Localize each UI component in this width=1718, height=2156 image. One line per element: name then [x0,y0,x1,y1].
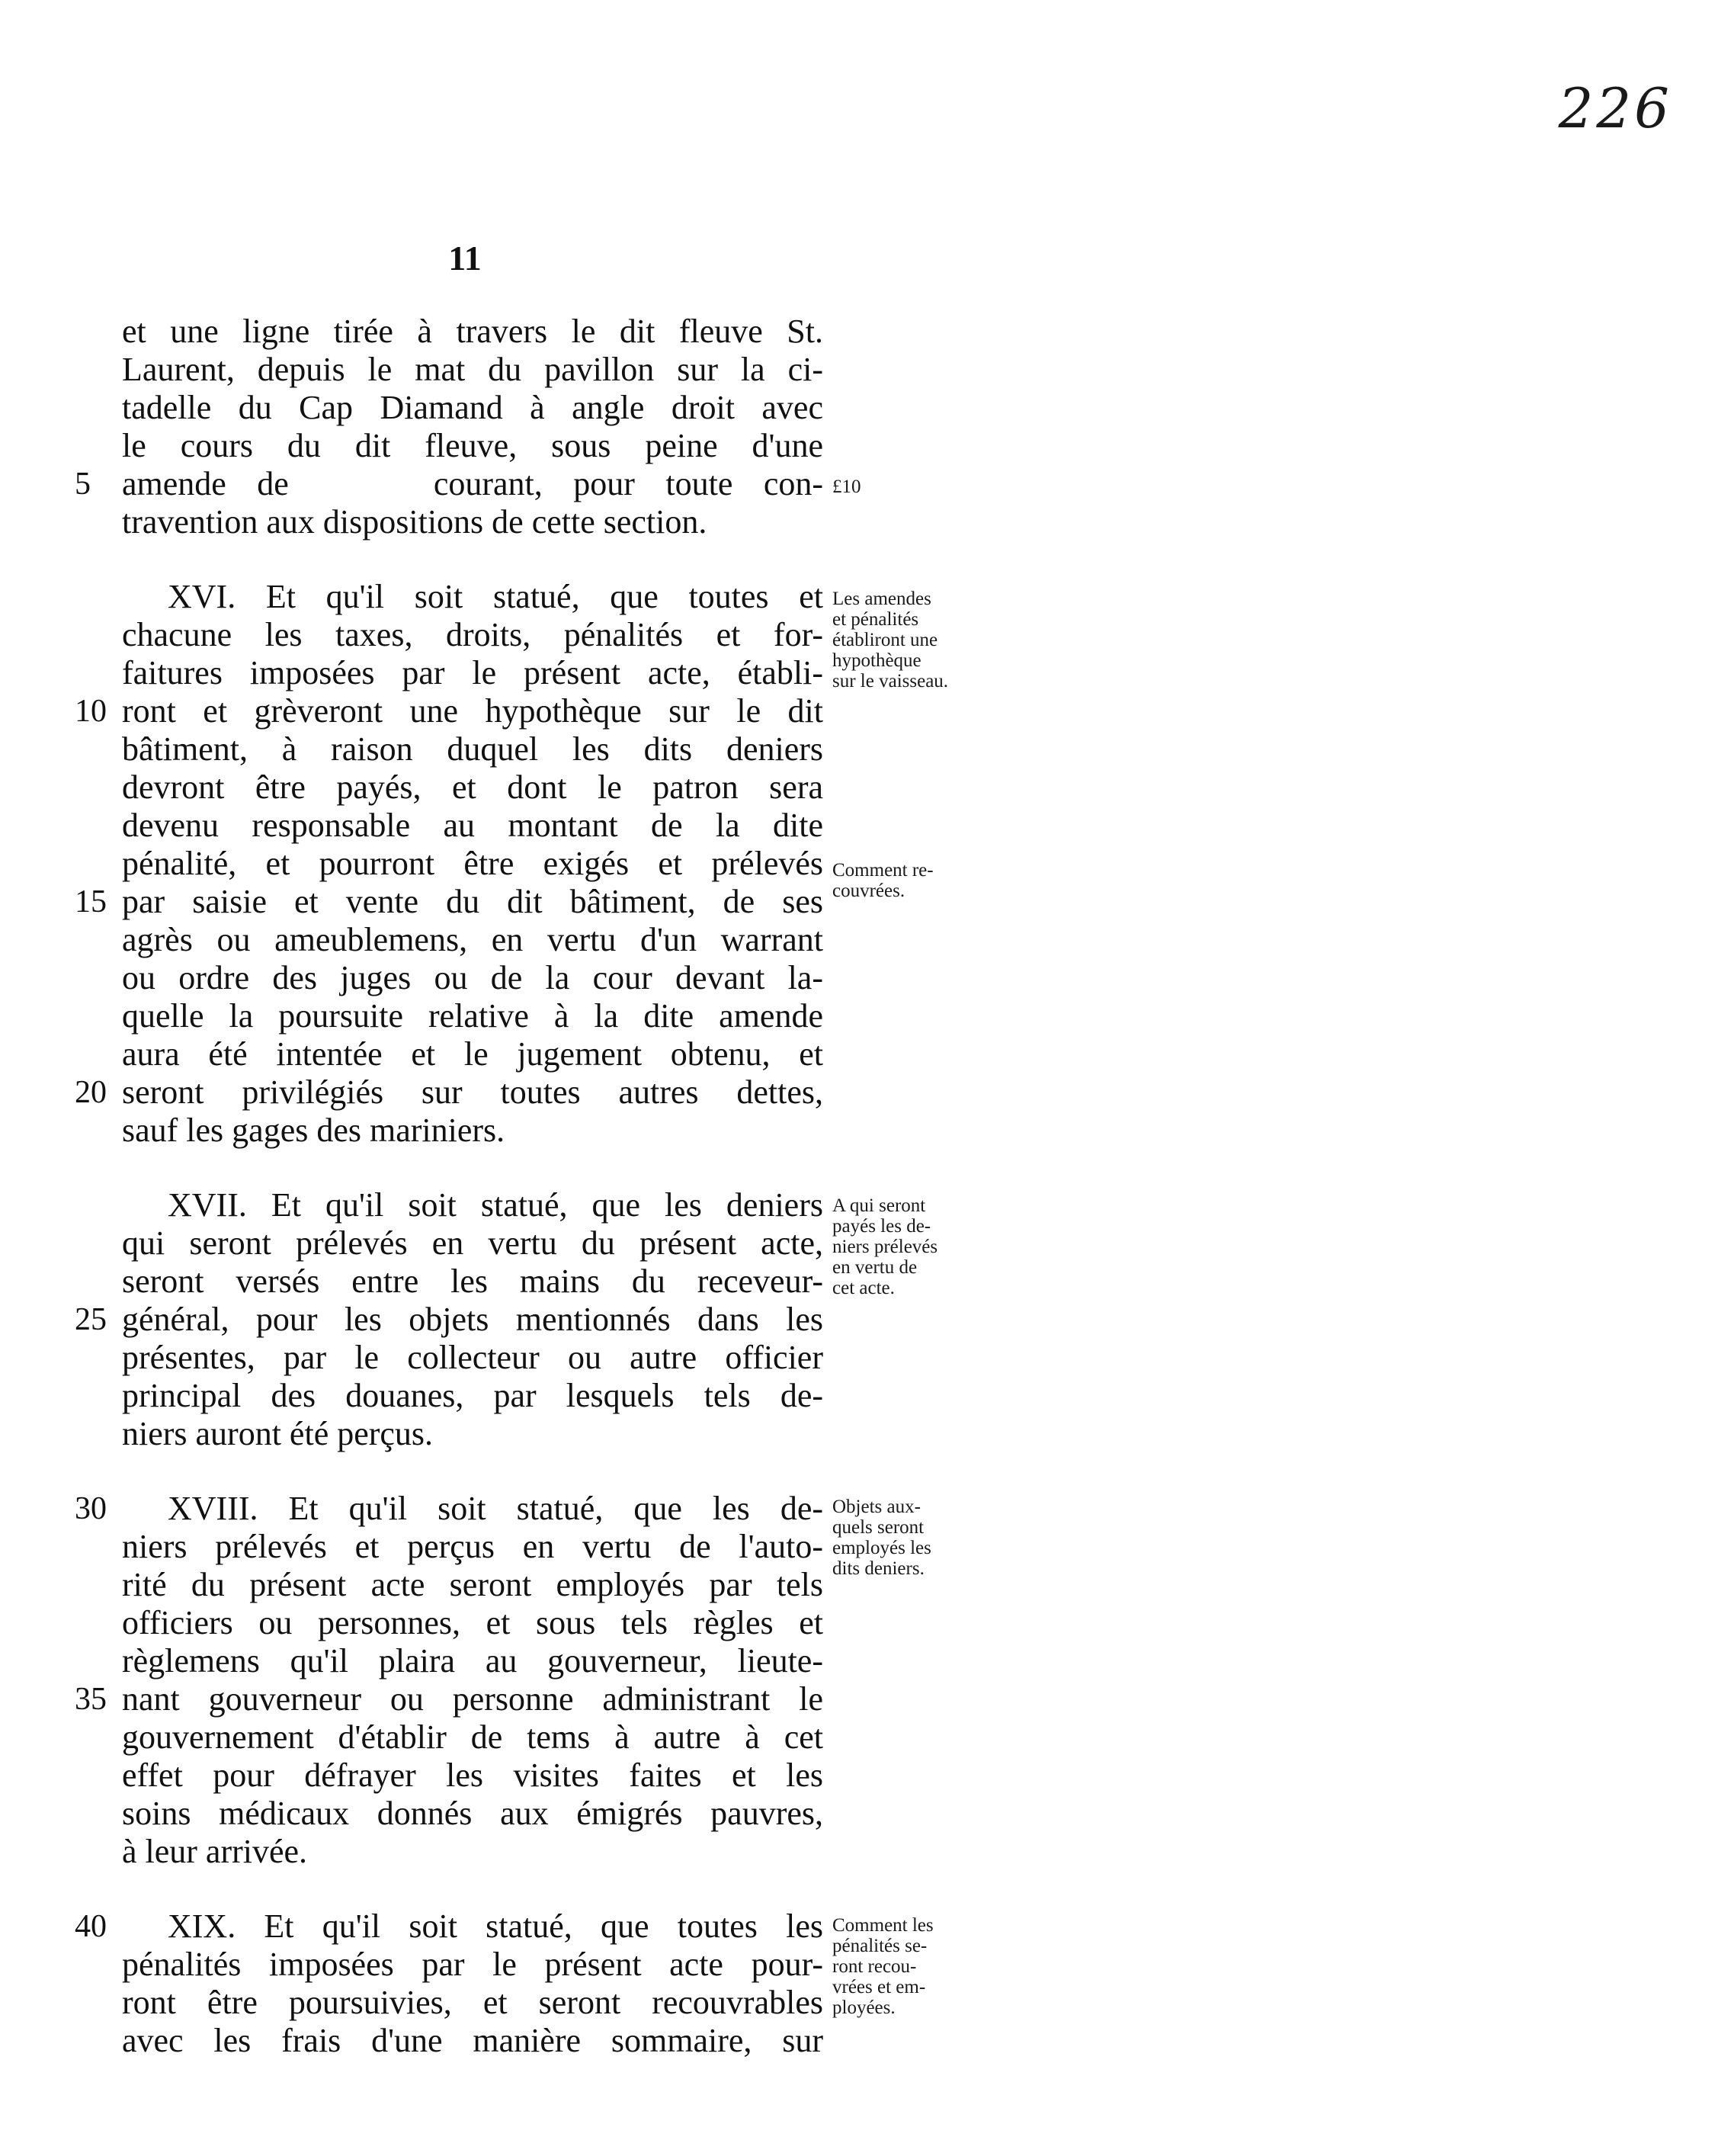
line-text: courant, pour toute con- [433,465,824,502]
margin-note-line: vrées et em- [832,1977,926,1997]
text-line [122,768,823,807]
line-text: XIX. Et qu'il soit statué, que toutes les [168,1907,823,1945]
line-text: seront versés entre les mains du receveur- [122,1262,823,1300]
line-text: XVII. Et qu'il soit statué, que les deniers [168,1186,823,1224]
text-line [122,1795,823,1833]
line-text: faitures imposées par le présent acte, établi- [122,654,823,691]
line-number: 30 [75,1491,107,1526]
text-line [122,1566,823,1604]
text-line [122,1377,823,1415]
line-text: niers auront été perçus. [122,1415,434,1452]
line-text: bâtiment, à raison duquel les dits deniers [122,730,823,768]
text-line [75,692,823,730]
margin-note-line: établiront une [832,630,938,650]
line-text: officiers ou personnes, et sous tels règles et [122,1604,823,1641]
margin-note-line: Les amendes [832,589,931,609]
text-line [122,1833,823,1871]
line-text: nant gouverneur ou personne administrant le [122,1680,823,1718]
margin-note-line: niers prélevés [832,1237,938,1257]
margin-note-recouvrees [832,860,992,901]
line-text: à leur arrivée. [122,1833,308,1870]
line-text: et une ligne tirée à travers le dit fleuve St. [122,313,823,350]
line-text: pénalités imposées par le présent acte pour- [122,1946,823,1983]
line-text: Laurent, depuis le mat du pavillon sur la ci- [122,351,823,388]
text-line [75,1301,823,1339]
text-line [122,503,823,541]
line-text: gouvernement d'établir de tems à autre à cet [122,1718,823,1756]
margin-note-payes [832,1195,992,1298]
line-text: XVIII. Et qu'il soit statué, que les de- [168,1490,823,1527]
text-line [75,1907,823,1946]
line-text: sauf les gages des mariniers. [122,1112,505,1149]
text-line [122,1757,823,1795]
margin-note-line: Objets aux- [832,1497,921,1517]
line-text: ou ordre des juges ou de la cour devant la- [122,959,823,996]
line-text: chacune les taxes, droits, pénalités et for- [122,616,823,653]
text-line [75,1680,823,1718]
main-text-column [75,313,824,2097]
line-number: 20 [75,1075,107,1110]
line-number: 25 [75,1302,107,1337]
line-text: principal des douanes, par lesquels tels de- [122,1377,823,1414]
line-text: rité du présent acte seront employés par tels [122,1566,823,1603]
margin-note-line: couvrées. [832,881,905,901]
line-text: devenu responsable au montant de la dite [122,807,823,844]
margin-note-line: ployées. [832,1997,896,2018]
text-line [122,2022,823,2060]
margin-note-line: ront recou- [832,1956,917,1977]
text-line [122,1339,823,1377]
margin-note-line: payés les de- [832,1216,931,1237]
margin-note-amount [832,476,992,497]
line-text: effet pour défrayer les visites faites et les [122,1757,823,1794]
line-text: tadelle du Cap Diamand à angle droit avec [122,389,823,426]
text-line [122,1035,823,1073]
line-text: quelle la poursuite relative à la dite amende [122,997,823,1035]
page-number: 11 [448,239,482,278]
line-text: général, pour les objets mentionnés dans les [122,1301,823,1338]
margin-note-line: quels seront [832,1517,925,1538]
text-line [122,921,823,959]
text-line [122,1642,823,1680]
text-line [75,1490,823,1528]
section-xvii [75,1186,823,1453]
margin-note-line: A qui seront [832,1195,926,1216]
margin-note-line: et pénalités [832,609,919,630]
line-text: seront privilégiés sur toutes autres dettes, [122,1073,823,1111]
text-line [122,654,823,692]
text-line [122,1946,823,1984]
section-xviii [75,1490,823,1871]
line-text: ront et grèveront une hypothèque sur le dit [122,692,823,730]
text-line [122,1262,823,1301]
section-xvi [75,578,823,1150]
margin-note-line: hypothèque [832,650,922,671]
text-line [122,1224,823,1262]
text-line [122,427,823,465]
margin-note-line: £10 [832,476,861,497]
line-text: ront être poursuivies, et seront recouvrables [122,1984,823,2021]
line-text: soins médicaux donnés aux émigrés pauvres, [122,1795,823,1832]
margin-note-line: Comment re- [832,860,934,881]
margin-note-line: employés les [832,1538,931,1558]
margin-note-line: cet acte. [832,1278,895,1298]
line-text: présentes, par le collecteur ou autre officier [122,1339,823,1376]
line-number: 40 [75,1909,107,1944]
margin-note-line: Comment les [832,1915,934,1936]
text-line [122,616,823,654]
section-xix [75,1907,823,2060]
line-number: 15 [75,884,107,919]
line-text: qui seront prélevés en vertu du présent acte, [122,1224,823,1262]
text-line [122,389,823,427]
line-text: devront être payés, et dont le patron sera [122,768,823,806]
text-line [122,1415,823,1453]
line-text: agrès ou ameublemens, en vertu d'un warrant [122,921,823,958]
margin-note-line: dits deniers. [832,1558,925,1579]
text-line [122,1528,823,1566]
text-line [75,465,824,503]
margin-note-objets [832,1497,992,1579]
line-text: travention aux dispositions de cette section. [122,503,707,541]
text-line [122,578,823,616]
line-text: XVI. Et qu'il soit statué, que toutes et [168,578,823,615]
line-number: 10 [75,694,107,729]
margin-note-penalites [832,1915,992,2018]
text-line [122,1604,823,1642]
line-number: 35 [75,1682,107,1717]
text-line [75,883,823,921]
margin-note-line: sur le vaisseau. [832,671,949,691]
text-line [122,1186,823,1224]
paragraph-continuation [75,313,824,541]
text-line [122,807,823,845]
text-line [122,1984,823,2022]
text-line [122,313,823,351]
line-text: pénalité, et pourront être exigés et prélevés [122,845,823,882]
text-line [122,1718,823,1757]
text-line [122,730,823,768]
line-number: 5 [75,467,91,502]
line-text: avec les frais d'une manière sommaire, sur [122,2022,823,2059]
text-line [122,351,823,389]
line-text: niers prélevés et perçus en vertu de l'auto- [122,1528,823,1565]
line-text: par saisie et vente du dit bâtiment, de ses [122,883,823,920]
margin-note-hypotheque [832,589,992,691]
text-line [122,1112,823,1150]
text-line [75,1073,823,1112]
text-line [122,959,823,997]
handwritten-folio-number: 226 [1558,76,1672,140]
line-text: règlemens qu'il plaira au gouverneur, lieute- [122,1642,823,1680]
text-line [122,997,823,1035]
text-line [122,845,823,883]
line-text: aura été intentée et le jugement obtenu, et [122,1035,823,1073]
line-text: le cours du dit fleuve, sous peine d'une [122,427,823,464]
margin-note-line: en vertu de [832,1257,918,1278]
line-text: amende de [122,465,289,502]
margin-note-line: pénalités se- [832,1936,928,1956]
